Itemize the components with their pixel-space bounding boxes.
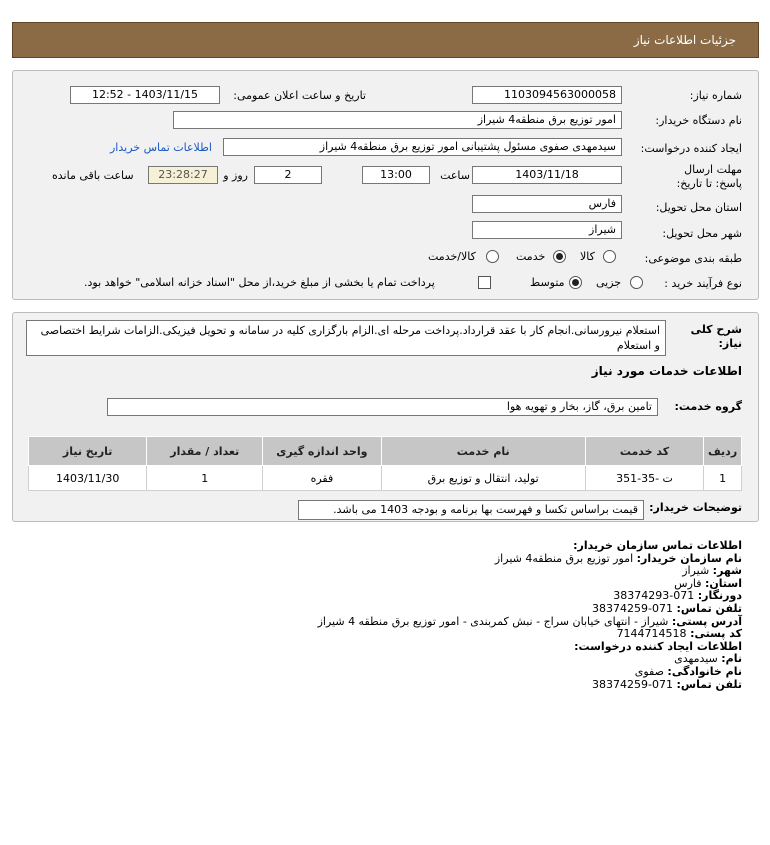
- last-name-value: صفوی: [634, 664, 664, 678]
- remaining-time-label: ساعت باقی مانده: [52, 169, 134, 182]
- col-code-header: کد خدمت: [585, 437, 703, 466]
- first-name-value: سیدمهدی: [674, 652, 718, 666]
- buyer-notes-label: توضیحات خریدار:: [649, 501, 742, 514]
- days-label: روز و: [223, 169, 248, 182]
- process-medium-radio[interactable]: [569, 276, 582, 289]
- col-qty-header: تعداد / مقدار: [147, 437, 263, 466]
- deadline-label: مهلت ارسال پاسخ: تا تاریخ:: [676, 163, 742, 190]
- services-heading: اطلاعات خدمات مورد نیاز: [591, 364, 742, 378]
- delivery-city-field[interactable]: شیراز: [472, 221, 622, 239]
- description-label: شرح کلی نیاز:: [690, 323, 742, 350]
- col-unit-header: واحد اندازه گیری: [263, 437, 381, 466]
- creator-label: ایجاد کننده درخواست:: [640, 142, 742, 155]
- cell-quantity: 1: [147, 466, 263, 491]
- category-label: طبقه بندی موضوعی:: [644, 252, 742, 265]
- creator-contact-heading: اطلاعات ایجاد کننده درخواست:: [574, 639, 742, 653]
- postal-code-value: 7144714518: [616, 627, 687, 641]
- buyer-contact-link[interactable]: اطلاعات تماس خریدار: [110, 141, 212, 154]
- creator-phone-value: 071-38374259: [592, 677, 674, 691]
- service-group-label: گروه خدمت:: [674, 400, 742, 413]
- creator-field[interactable]: سیدمهدی صفوی مسئول پشتیبانی امور توزیع برق منطقه4 شیراز: [223, 138, 622, 156]
- delivery-province-field[interactable]: فارس: [472, 195, 622, 213]
- fax-value: 071-38374293: [613, 589, 695, 603]
- process-minor-radio[interactable]: [630, 276, 643, 289]
- last-name-label: نام خانوادگی:: [667, 664, 742, 678]
- contact-province-label: استان:: [705, 576, 742, 590]
- table-row[interactable]: [29, 466, 742, 491]
- first-name-label: نام:: [721, 652, 742, 666]
- need-number-label: شماره نیاز:: [689, 89, 742, 102]
- cell-unit: فقره: [263, 466, 381, 491]
- need-info-panel: [12, 70, 759, 300]
- days-remaining-field[interactable]: 2: [254, 166, 322, 184]
- remaining-time-field: 23:28:27: [148, 166, 218, 184]
- category-goods-service-label: کالا/خدمت: [428, 250, 476, 263]
- delivery-province-label: استان محل تحویل:: [655, 201, 742, 214]
- buyer-notes-field: قیمت براساس تکسا و فهرست بها برنامه و بودجه 1403 می باشد.: [298, 500, 644, 520]
- buyer-org-field[interactable]: امور توزیع برق منطقه4 شیراز: [173, 111, 622, 129]
- creator-phone-label: تلفن تماس:: [676, 677, 742, 691]
- contact-province-value: فارس: [674, 576, 702, 590]
- col-name-header: نام خدمت: [381, 437, 585, 466]
- treasury-payment-note: پرداخت تمام یا بخشی از مبلغ خرید،از محل "اسناد خزانه اسلامی" خواهد بود.: [84, 276, 435, 289]
- category-service-label: خدمت: [516, 250, 546, 263]
- postal-code-label: کد پستی:: [690, 627, 742, 641]
- fax-label: دورنگار:: [697, 589, 742, 603]
- cell-row-number: 1: [704, 466, 742, 491]
- org-name-label: نام سازمان خریدار:: [636, 551, 742, 565]
- page-header: [12, 22, 759, 58]
- process-medium-label: متوسط: [530, 276, 565, 289]
- cell-service-name: تولید، انتقال و توزیع برق: [381, 466, 585, 491]
- need-number-field[interactable]: 1103094563000058: [472, 86, 622, 104]
- process-minor-label: جزیی: [596, 276, 622, 289]
- announce-date-label: تاریخ و ساعت اعلان عمومی:: [233, 89, 366, 102]
- process-type-label: نوع فرآیند خرید :: [664, 277, 742, 290]
- page-title: جزئیات اطلاعات نیاز: [633, 33, 736, 47]
- col-date-header: تاریخ نیاز: [29, 437, 147, 466]
- deadline-time-label: ساعت: [440, 169, 470, 182]
- contact-city-value: شیراز: [682, 564, 710, 578]
- category-service-radio[interactable]: [553, 250, 566, 263]
- buyer-org-label: نام دستگاه خریدار:: [655, 114, 742, 127]
- cell-need-date: 1403/11/30: [29, 466, 147, 491]
- category-goods-radio[interactable]: [603, 250, 616, 263]
- treasury-payment-checkbox[interactable]: [478, 276, 491, 289]
- phone-value: 071-38374259: [592, 601, 674, 615]
- table-header-row: [29, 437, 742, 466]
- announce-date-field[interactable]: 1403/11/15 - 12:52: [70, 86, 220, 104]
- org-name-value: امور توزیع برق منطقه4 شیراز: [494, 551, 634, 565]
- cell-service-code: ت -35-351: [585, 466, 703, 491]
- deadline-date-field[interactable]: 1403/11/18: [472, 166, 622, 184]
- contact-section: [2, 540, 742, 691]
- services-table: [28, 436, 742, 491]
- deadline-time-field[interactable]: 13:00: [362, 166, 430, 184]
- address-value: شیراز - انتهای خیابان سراج - نبش کمربندی - امور توزیع برق منطقه 4 شیراز: [317, 614, 669, 628]
- org-contact-heading: اطلاعات تماس سازمان خریدار:: [573, 539, 742, 552]
- category-goods-label: کالا: [580, 250, 595, 263]
- description-field: استعلام نیرورسانی.انجام کار با عقد قرارداد.پرداخت مرحله ای.الزام بارگزاری کلیه در سامانه و تحویل فیزیکی.الزامات شرایط اختصاصی و استعلام: [26, 320, 666, 356]
- service-group-field[interactable]: تامین برق، گاز، بخار و تهویه هوا: [107, 398, 658, 416]
- delivery-city-label: شهر محل تحویل:: [662, 227, 742, 240]
- col-row-header: ردیف: [704, 437, 742, 466]
- phone-label: تلفن تماس:: [676, 601, 742, 615]
- address-label: آدرس پستی:: [671, 614, 742, 628]
- category-goods-service-radio[interactable]: [486, 250, 499, 263]
- contact-city-label: شهر:: [712, 564, 742, 578]
